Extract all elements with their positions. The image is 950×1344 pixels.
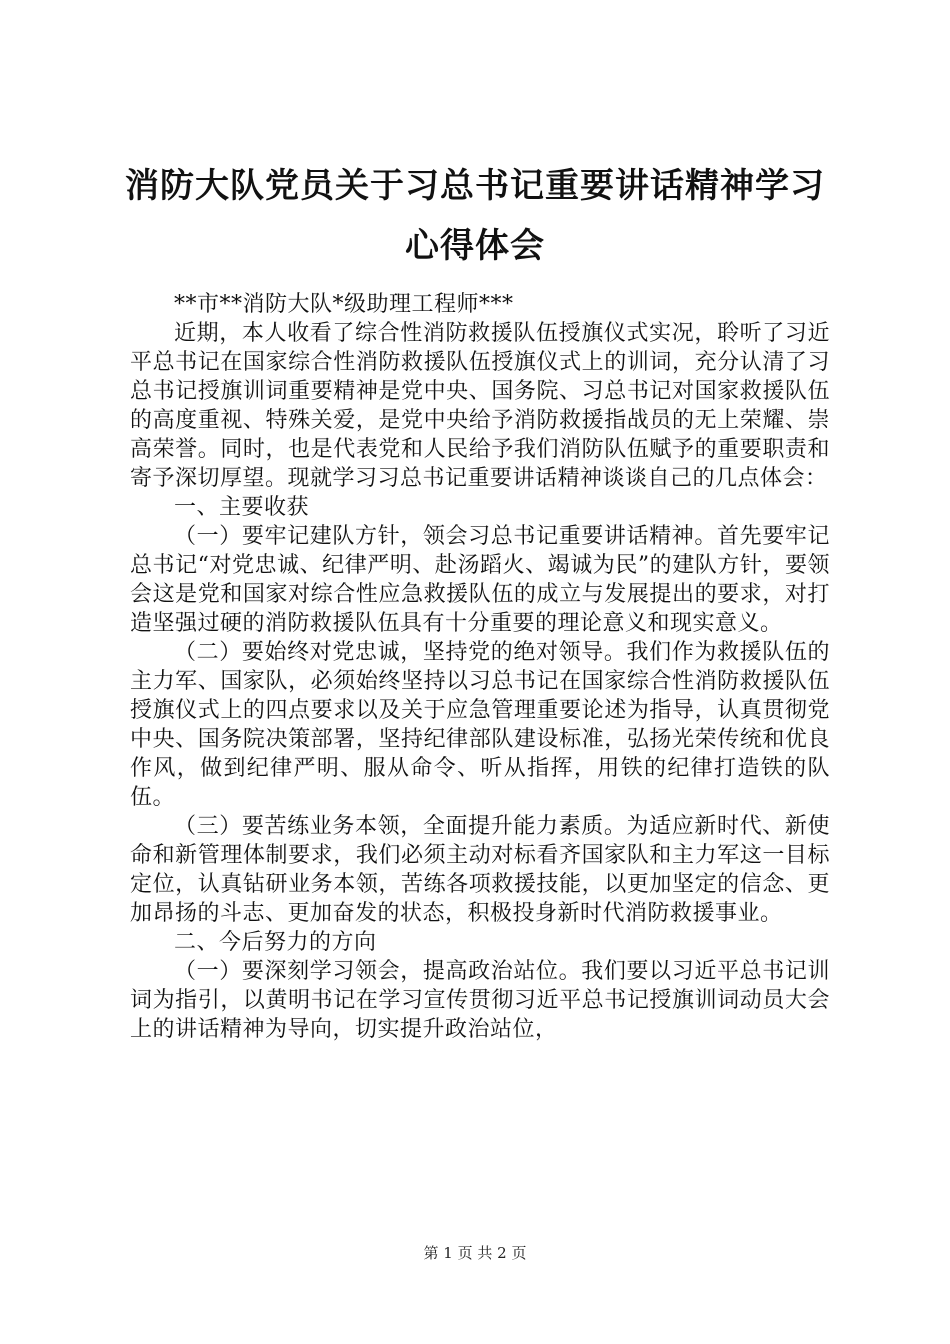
document-title-line1: 消防大队党员关于习总书记重要讲话精神学习 [125,166,825,206]
intro-paragraph: 近期，本人收看了综合性消防救援队伍授旗仪式实况，聆听了习近平总书记在国家综合性消防救援队伍授旗仪式上的训词，充分认清了习总书记授旗训词重要精神是党中央、国务院、习总书记对国家救援队伍的高度重视、特殊关爱，是党中央给予消防救援指战员的无上荣耀、崇高荣誉。同时，也是代表党和人民给予我们消防队伍赋予的重要职责和寄予深切厚望。现就学习习总书记重要讲话精神谈谈自己的几点体会： [130,321,830,491]
section-heading-direction: 二、今后努力的方向 [174,930,377,955]
paragraph-gain-1: （一）要牢记建队方针，领会习总书记重要讲话精神。首先要牢记总书记“对党忠诚、纪律严明、赴汤蹈火、竭诚为民”的建队方针，要领会这是党和国家对综合性应急救援队伍的成立与发展提出的要求，对打造坚强过硬的消防救援队伍具有十分重要的理论意义和现实意义。 [130,524,830,636]
document-body [130,290,830,1044]
author-line: **市**消防大队*级助理工程师*** [174,292,514,317]
paragraph-gain-2: （二）要始终对党忠诚，坚持党的绝对领导。我们作为救援队伍的主力军、国家队，必须始终坚持以习总书记在国家综合性消防救援队伍授旗仪式上的四点要求以及关于应急管理重要论述为指导，认真贯彻党中央、国务院决策部署，坚持纪律部队建设标准，弘扬光荣传统和优良作风，做到纪律严明、服从命令、听从指挥，用铁的纪律打造铁的队伍。 [130,640,830,810]
paragraph-direction-1: （一）要深刻学习领会，提高政治站位。我们要以习近平总书记训词为指引，以黄明书记在学习宣传贯彻习近平总书记授旗训词动员大会上的讲话精神为导向，切实提升政治站位， [130,959,830,1042]
section-heading-gains: 一、主要收获 [174,495,310,520]
document-title-line2: 心得体会 [405,226,545,266]
paragraph-gain-3: （三）要苦练业务本领，全面提升能力素质。为适应新时代、新使命和新管理体制要求，我们必须主动对标看齐国家队和主力军这一目标定位，认真钻研业务本领，苦练各项救援技能，以更加坚定的信念、更加昂扬的斗志、更加奋发的状态，积极投身新时代消防救援事业。 [130,814,830,926]
page-footer: 第 1 页 共 2 页 [423,1244,527,1262]
